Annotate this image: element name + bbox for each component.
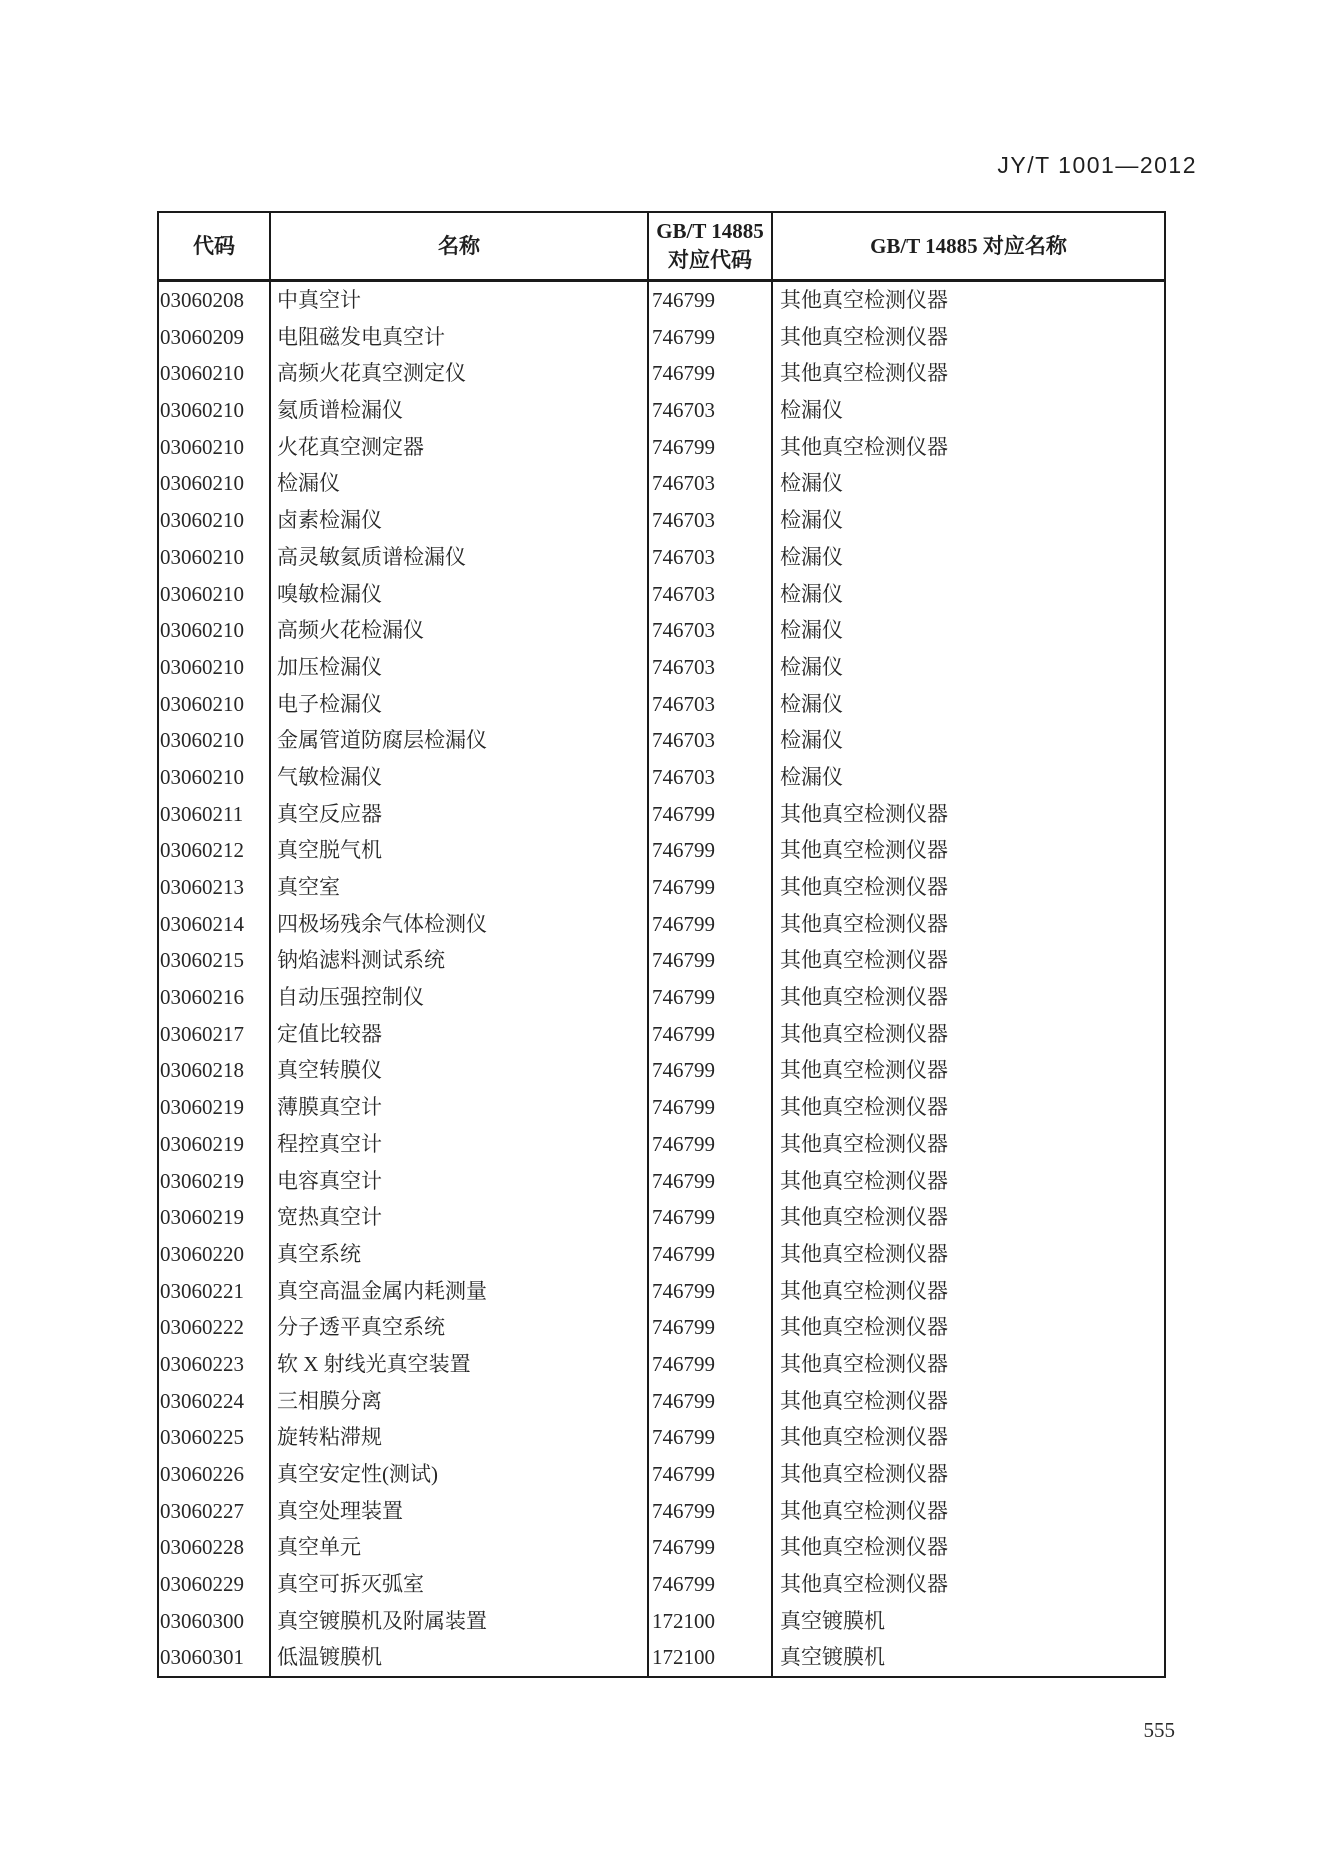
cell-gbt-code: 746799 [647,1163,771,1200]
cell-name: 真空镀膜机及附属装置 [269,1603,647,1640]
standard-code-header: JY/T 1001—2012 [997,152,1197,178]
cell-gbt-code: 746799 [647,942,771,979]
cell-code: 03060221 [160,1278,244,1303]
table-row [159,722,1164,759]
cell-gbt-name: 检漏仪 [771,465,1164,502]
cell-gbt-name: 其他真空检测仪器 [771,429,1164,466]
cell-code: 03060210 [160,654,244,679]
cell-gbt-name: 其他真空检测仪器 [771,1089,1164,1126]
cell-gbt-name: 其他真空检测仪器 [771,796,1164,833]
cell-name: 真空系统 [269,1236,647,1273]
cell-gbt-name: 其他真空检测仪器 [771,1419,1164,1456]
cell-code: 03060226 [160,1462,244,1486]
column-header-gbt-name [771,213,1164,279]
cell-gbt-code: 746799 [647,906,771,943]
cell-code: 03060214 [160,911,244,936]
cell-code: 03060210 [160,471,244,496]
table-row [159,1603,1164,1640]
cell-code: 03060210 [160,691,244,716]
cell-gbt-name: 其他真空检测仪器 [771,1052,1164,1089]
cell-gbt-code: 746703 [647,392,771,429]
cell-code: 03060211 [160,801,244,826]
cell-name: 软 X 射线光真空装置 [269,1346,647,1383]
table-row [159,686,1164,723]
cell-gbt-code: 172100 [647,1603,771,1640]
cell-code: 03060210 [160,581,244,606]
cell-gbt-name: 检漏仪 [771,576,1164,613]
cell-gbt-code: 746703 [647,686,771,723]
cell-gbt-name: 其他真空检测仪器 [771,1566,1164,1603]
cell-code: 03060225 [160,1425,244,1450]
table-row [159,502,1164,539]
cell-gbt-name: 其他真空检测仪器 [771,869,1164,906]
cell-name: 钠焰滤料测试系统 [269,942,647,979]
cell-gbt-code: 746799 [647,1493,771,1530]
cell-code: 03060213 [160,875,244,899]
cell-name: 氦质谱检漏仪 [269,392,647,429]
table-row [159,1273,1164,1310]
cell-name: 分子透平真空系统 [269,1309,647,1346]
cell-gbt-name: 其他真空检测仪器 [771,979,1164,1016]
table-row [159,759,1164,796]
cell-code: 03060218 [160,1058,244,1083]
cell-code: 03060222 [160,1315,244,1340]
cell-gbt-code: 746703 [647,576,771,613]
cell-code: 03060229 [160,1572,244,1597]
cell-gbt-code: 746799 [647,355,771,392]
table-row [159,429,1164,466]
table-row [159,906,1164,943]
cell-gbt-code: 746703 [647,649,771,686]
cell-gbt-code: 746799 [647,1383,771,1420]
table-row [159,465,1164,502]
cell-gbt-code: 746703 [647,722,771,759]
cell-gbt-code: 746799 [647,979,771,1016]
table-row [159,1529,1164,1566]
cell-code: 03060300 [160,1608,244,1633]
cell-name: 真空单元 [269,1529,647,1566]
table-body [159,282,1164,1676]
cell-code: 03060220 [160,1241,244,1266]
code-mapping-table [157,211,1166,1678]
cell-gbt-name: 其他真空检测仪器 [771,1016,1164,1053]
cell-name: 真空脱气机 [269,832,647,869]
cell-name: 宽热真空计 [269,1199,647,1236]
cell-name: 卤素检漏仪 [269,502,647,539]
table-row [159,1309,1164,1346]
cell-gbt-name: 其他真空检测仪器 [771,1163,1164,1200]
table-row [159,1639,1164,1676]
cell-name: 金属管道防腐层检漏仪 [269,722,647,759]
cell-gbt-name: 其他真空检测仪器 [771,282,1164,319]
cell-name: 火花真空测定器 [269,429,647,466]
column-header-name [269,213,647,279]
cell-code: 03060210 [160,728,244,753]
cell-code: 03060210 [160,544,244,569]
cell-gbt-name: 检漏仪 [771,649,1164,686]
cell-gbt-code: 746799 [647,1419,771,1456]
cell-code: 03060219 [160,1205,244,1230]
cell-gbt-name: 真空镀膜机 [771,1639,1164,1676]
cell-gbt-code: 746799 [647,1236,771,1273]
cell-gbt-code: 746703 [647,502,771,539]
cell-gbt-code: 172100 [647,1639,771,1676]
cell-code: 03060208 [160,288,244,312]
cell-gbt-code: 746799 [647,1529,771,1566]
cell-name: 嗅敏检漏仪 [269,576,647,613]
table-row [159,612,1164,649]
cell-code: 03060210 [160,764,244,789]
table-row [159,1346,1164,1383]
cell-gbt-name: 检漏仪 [771,612,1164,649]
table-row [159,1126,1164,1163]
cell-name: 真空可拆灭弧室 [269,1566,647,1603]
cell-gbt-name: 检漏仪 [771,722,1164,759]
table-row [159,355,1164,392]
cell-gbt-name: 其他真空检测仪器 [771,906,1164,943]
cell-gbt-code: 746799 [647,1199,771,1236]
table-row [159,1419,1164,1456]
column-header-gbt-code-line2: 对应代码 [668,248,752,272]
cell-gbt-code: 746799 [647,282,771,319]
cell-gbt-code: 746799 [647,1273,771,1310]
cell-gbt-name: 其他真空检测仪器 [771,1383,1164,1420]
column-header-code-label: 代码 [193,233,235,258]
cell-gbt-code: 746799 [647,1346,771,1383]
cell-gbt-name: 检漏仪 [771,392,1164,429]
cell-gbt-name: 其他真空检测仪器 [771,1529,1164,1566]
cell-name: 真空安定性(测试) [269,1456,647,1493]
table-row [159,942,1164,979]
cell-code: 03060301 [160,1645,244,1670]
table-row [159,796,1164,833]
table-row [159,282,1164,319]
cell-name: 四极场残余气体检测仪 [269,906,647,943]
cell-code: 03060210 [160,361,244,386]
cell-code: 03060228 [160,1535,244,1560]
cell-gbt-name: 其他真空检测仪器 [771,1273,1164,1310]
cell-code: 03060210 [160,508,244,533]
cell-gbt-name: 其他真空检测仪器 [771,1493,1164,1530]
cell-code: 03060209 [160,324,244,349]
cell-name: 检漏仪 [269,465,647,502]
cell-code: 03060212 [160,838,244,863]
table-row [159,1052,1164,1089]
cell-gbt-code: 746703 [647,539,771,576]
table-row [159,832,1164,869]
table-row [159,1199,1164,1236]
table-row [159,869,1164,906]
cell-gbt-code: 746799 [647,796,771,833]
cell-gbt-name: 其他真空检测仪器 [771,832,1164,869]
cell-name: 高频火花检漏仪 [269,612,647,649]
cell-code: 03060219 [160,1131,244,1156]
cell-name: 旋转粘滞规 [269,1419,647,1456]
table-row [159,392,1164,429]
cell-name: 中真空计 [269,282,647,319]
cell-name: 气敏检漏仪 [269,759,647,796]
table-row [159,1089,1164,1126]
cell-name: 三相膜分离 [269,1383,647,1420]
cell-name: 定值比较器 [269,1016,647,1053]
table-row [159,1493,1164,1530]
cell-gbt-code: 746799 [647,869,771,906]
cell-gbt-code: 746799 [647,1089,771,1126]
cell-gbt-code: 746703 [647,465,771,502]
table-row [159,1456,1164,1493]
cell-gbt-code: 746799 [647,1456,771,1493]
cell-name: 电阻磁发电真空计 [269,319,647,356]
cell-gbt-name: 其他真空检测仪器 [771,1309,1164,1346]
cell-gbt-name: 其他真空检测仪器 [771,1126,1164,1163]
cell-name: 薄膜真空计 [269,1089,647,1126]
table-row [159,539,1164,576]
cell-name: 真空处理装置 [269,1493,647,1530]
column-header-code [159,213,269,279]
cell-code: 03060210 [160,434,244,459]
cell-name: 高频火花真空测定仪 [269,355,647,392]
table-row [159,319,1164,356]
table-header-row [159,213,1164,282]
cell-name: 加压检漏仪 [269,649,647,686]
table-row [159,1163,1164,1200]
table-row [159,576,1164,613]
table-row [159,1566,1164,1603]
cell-gbt-name: 检漏仪 [771,539,1164,576]
cell-gbt-code: 746799 [647,1052,771,1089]
cell-code: 03060224 [160,1388,244,1413]
cell-gbt-name: 其他真空检测仪器 [771,1236,1164,1273]
cell-code: 03060217 [160,1021,244,1046]
cell-name: 高灵敏氦质谱检漏仪 [269,539,647,576]
cell-name: 真空高温金属内耗测量 [269,1273,647,1310]
cell-gbt-code: 746703 [647,612,771,649]
cell-code: 03060219 [160,1168,244,1193]
cell-gbt-name: 检漏仪 [771,759,1164,796]
column-header-gbt-code [647,213,771,279]
cell-code: 03060216 [160,985,244,1010]
table-row [159,1383,1164,1420]
cell-gbt-code: 746799 [647,1309,771,1346]
table-row [159,1236,1164,1273]
cell-code: 03060223 [160,1351,244,1376]
cell-gbt-name: 其他真空检测仪器 [771,355,1164,392]
cell-gbt-code: 746799 [647,319,771,356]
column-header-name-label: 名称 [438,233,480,258]
cell-gbt-name: 其他真空检测仪器 [771,1456,1164,1493]
cell-name: 程控真空计 [269,1126,647,1163]
table-row [159,1016,1164,1053]
cell-gbt-code: 746703 [647,759,771,796]
cell-gbt-name: 其他真空检测仪器 [771,1199,1164,1236]
cell-code: 03060210 [160,398,244,423]
cell-name: 真空转膜仪 [269,1052,647,1089]
cell-name: 电容真空计 [269,1163,647,1200]
table-row [159,649,1164,686]
column-header-gbt-code-line1: GB/T 14885 [656,219,764,243]
cell-name: 真空室 [269,869,647,906]
cell-gbt-code: 746799 [647,1126,771,1163]
cell-code: 03060210 [160,618,244,643]
cell-gbt-code: 746799 [647,1566,771,1603]
cell-name: 低温镀膜机 [269,1639,647,1676]
cell-gbt-name: 检漏仪 [771,686,1164,723]
column-header-gbt-name-label: GB/T 14885 对应名称 [870,233,1067,258]
cell-gbt-code: 746799 [647,832,771,869]
cell-code: 03060219 [160,1095,244,1120]
cell-gbt-code: 746799 [647,1016,771,1053]
cell-name: 电子检漏仪 [269,686,647,723]
cell-code: 03060215 [160,948,244,973]
cell-gbt-name: 真空镀膜机 [771,1603,1164,1640]
cell-name: 真空反应器 [269,796,647,833]
page-number: 555 [1143,1718,1175,1742]
cell-gbt-code: 746799 [647,429,771,466]
cell-code: 03060227 [160,1498,244,1523]
cell-gbt-name: 其他真空检测仪器 [771,319,1164,356]
cell-name: 自动压强控制仪 [269,979,647,1016]
cell-gbt-name: 其他真空检测仪器 [771,942,1164,979]
cell-gbt-name: 其他真空检测仪器 [771,1346,1164,1383]
cell-gbt-name: 检漏仪 [771,502,1164,539]
table-row [159,979,1164,1016]
